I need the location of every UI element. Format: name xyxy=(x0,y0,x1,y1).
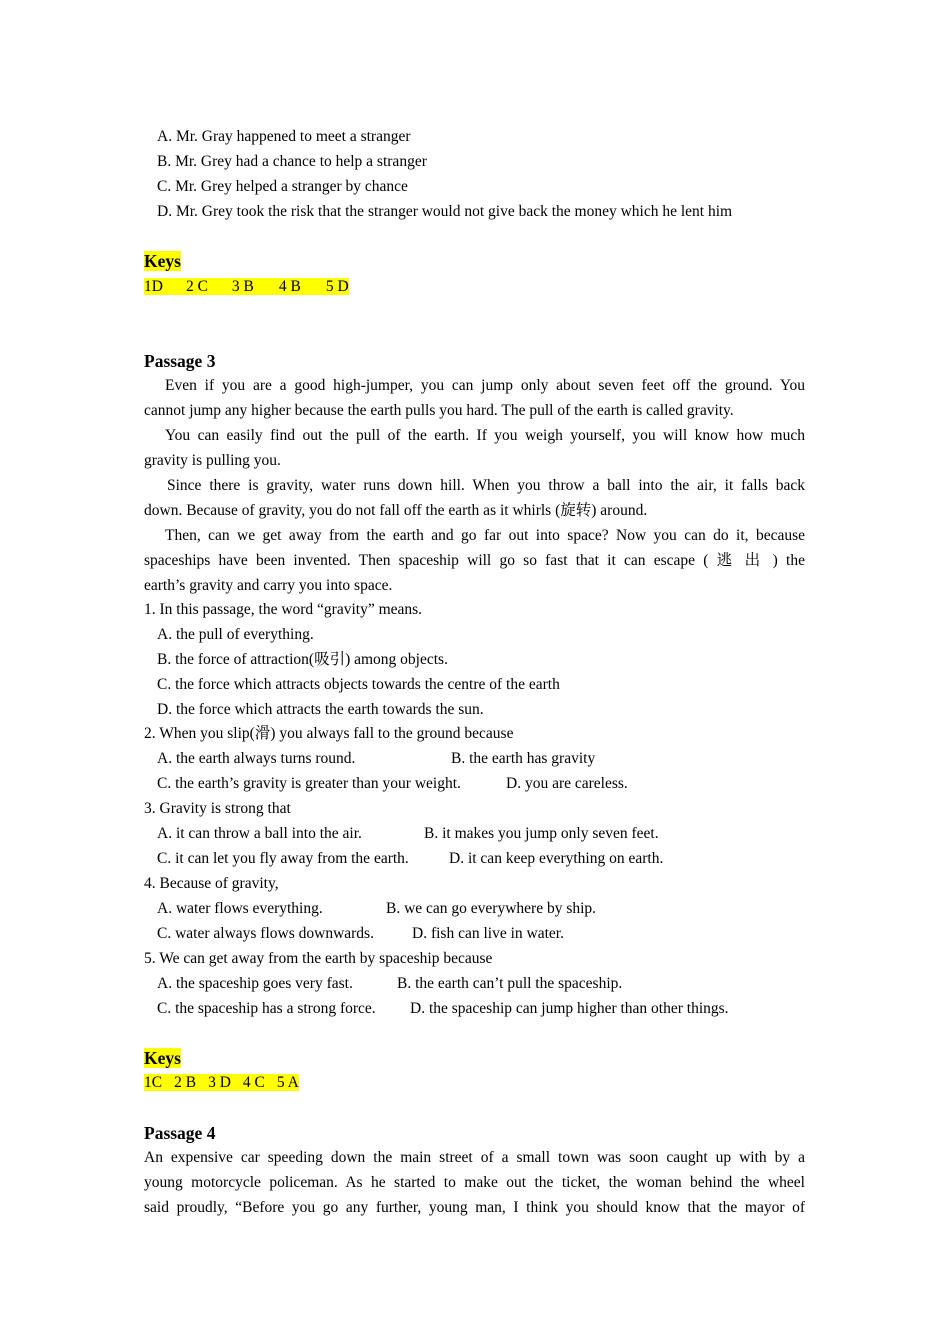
question-stem: 1. In this passage, the word “gravity” means. xyxy=(144,601,423,618)
question-option: A. the pull of everything. xyxy=(157,626,314,643)
question-option: D. fish can live in water. xyxy=(412,925,564,942)
passage-title: Passage 4 xyxy=(144,1123,216,1143)
question-option: C. the spaceship has a strong force. xyxy=(157,1000,376,1017)
question-stem: 2. When you slip(滑) you always fall to the ground because xyxy=(144,725,514,742)
question-option: D. it can keep everything on earth. xyxy=(449,850,664,867)
option-a: A. Mr. Gray happened to meet a stranger xyxy=(157,128,411,145)
paragraph-line: spaceships have been invented. Then spaceship will go so fast that it can escape ( 逃 出 ) the xyxy=(144,552,805,569)
question-option: C. the force which attracts objects towards the centre of the earth xyxy=(157,676,560,693)
option-d: D. Mr. Grey took the risk that the stranger would not give back the money which he lent him xyxy=(157,203,733,220)
question-option: B. we can go everywhere by ship. xyxy=(386,900,597,917)
question-option: D. you are careless. xyxy=(506,775,628,792)
question-option: A. the spaceship goes very fast. xyxy=(157,975,353,992)
keys-answers: 1D 2 C 3 B 4 B 5 D xyxy=(144,278,349,295)
paragraph-line: cannot jump any higher because the earth pulls you hard. The pull of the earth is called gravity. xyxy=(144,402,734,419)
paragraph-line: said proudly, “Before you go any further, young man, I think you should know that the mayor of xyxy=(144,1199,805,1216)
paragraph-line: young motorcycle policeman. As he started to make out the ticket, the woman behind the wheel xyxy=(144,1174,805,1191)
paragraph-line: down. Because of gravity, you do not fall off the earth as it whirls (旋转) around. xyxy=(144,502,648,519)
question-option: D. the force which attracts the earth towards the sun. xyxy=(157,701,484,718)
paragraph-line: An expensive car speeding down the main street of a small town was soon caught up with by a xyxy=(144,1149,805,1166)
paragraph-line: Then, can we get away from the earth and go far out into space? Now you can do it, because xyxy=(165,527,805,544)
paragraph-line: gravity is pulling you. xyxy=(144,452,281,469)
keys-heading: Keys xyxy=(144,251,181,271)
question-option: C. the earth’s gravity is greater than your weight. xyxy=(157,775,461,792)
question-option: A. the earth always turns round. xyxy=(157,750,356,767)
keys-answers: 1C 2 B 3 D 4 C 5 A xyxy=(144,1074,299,1091)
question-option: A. it can throw a ball into the air. xyxy=(157,825,362,842)
paragraph-line: earth’s gravity and carry you into space. xyxy=(144,577,393,594)
question-option: A. water flows everything. xyxy=(157,900,323,917)
paragraph-line: You can easily find out the pull of the earth. If you weigh yourself, you will know how much xyxy=(165,427,805,444)
question-option: B. the earth has gravity xyxy=(451,750,596,767)
keys-heading: Keys xyxy=(144,1048,181,1068)
passage-title: Passage 3 xyxy=(144,351,216,371)
question-option: B. the earth can’t pull the spaceship. xyxy=(397,975,623,992)
question-option: B. the force of attraction(吸引) among objects. xyxy=(157,651,448,668)
option-b: B. Mr. Grey had a chance to help a stranger xyxy=(157,153,427,170)
option-c: C. Mr. Grey helped a stranger by chance xyxy=(157,178,408,195)
paragraph-line: Even if you are a good high-jumper, you can jump only about seven feet off the ground. You xyxy=(165,377,805,394)
paragraph-line: Since there is gravity, water runs down hill. When you throw a ball into the air, it falls back xyxy=(167,477,805,494)
question-option: C. water always flows downwards. xyxy=(157,925,374,942)
question-option: C. it can let you fly away from the earth. xyxy=(157,850,409,867)
question-stem: 4. Because of gravity, xyxy=(144,875,279,892)
question-stem: 3. Gravity is strong that xyxy=(144,800,291,817)
question-option: D. the spaceship can jump higher than other things. xyxy=(410,1000,729,1017)
question-stem: 5. We can get away from the earth by spaceship because xyxy=(144,950,493,967)
question-option: B. it makes you jump only seven feet. xyxy=(424,825,659,842)
